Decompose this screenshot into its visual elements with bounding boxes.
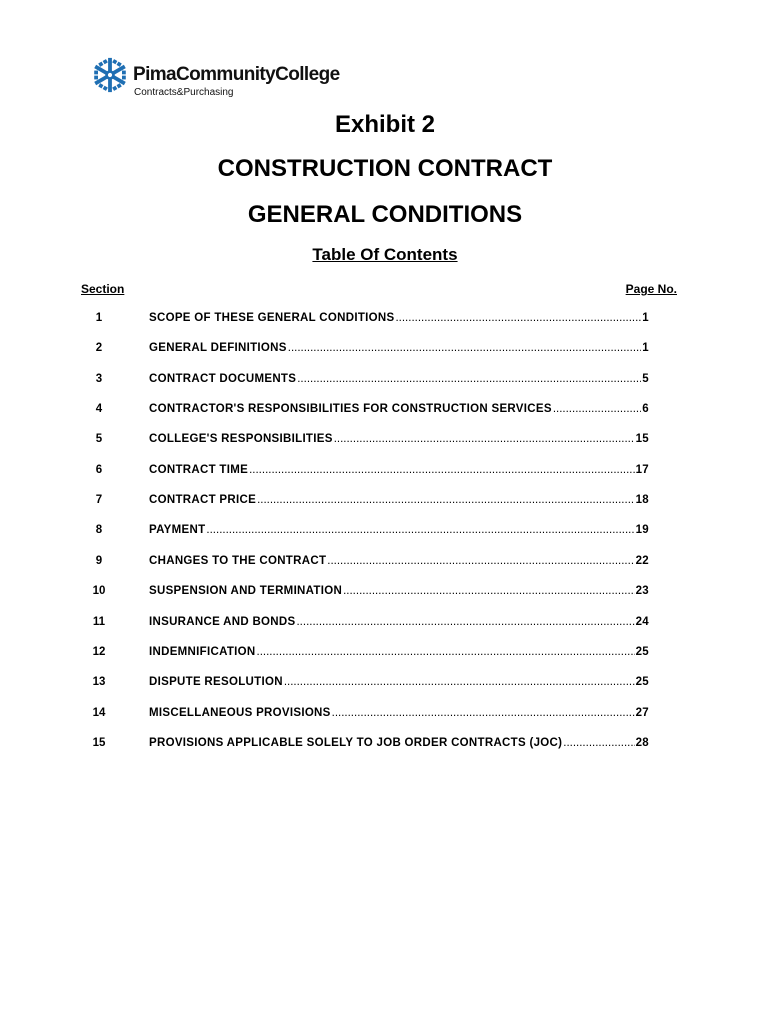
toc-entry-row[interactable] — [0, 676, 770, 692]
toc-page-number: 27 — [635, 707, 649, 719]
toc-entry-row[interactable] — [0, 646, 770, 662]
toc-entry — [149, 616, 649, 628]
toc-section-number: 10 — [92, 585, 106, 597]
toc-section-number: 3 — [95, 373, 103, 385]
toc-page-number: 1 — [642, 342, 649, 354]
toc-section-title: CONTRACT TIME — [149, 464, 249, 476]
toc-entry — [149, 737, 649, 749]
toc-entry — [149, 707, 649, 719]
toc-section-number: 2 — [95, 342, 103, 354]
toc-section-title: COLLEGE'S RESPONSIBILITIES — [149, 433, 333, 445]
toc-section-number: 4 — [95, 403, 103, 415]
document-title-line-1: CONSTRUCTION CONTRACT — [217, 155, 553, 182]
toc-page-number: 15 — [635, 433, 649, 445]
toc-section-number: 6 — [95, 464, 103, 476]
toc-entry-row[interactable] — [0, 342, 770, 358]
toc-dot-leader — [296, 616, 634, 628]
toc-entry — [149, 433, 649, 445]
toc-section-number: 1 — [95, 312, 103, 324]
snowflake-logo-icon — [91, 56, 129, 94]
toc-entry-row[interactable] — [0, 616, 770, 632]
college-logo — [91, 56, 351, 102]
toc-section-number: 11 — [92, 616, 106, 628]
toc-section-title: GENERAL DEFINITIONS — [149, 342, 287, 354]
toc-section-number: 9 — [95, 555, 103, 567]
toc-section-number: 15 — [92, 737, 106, 749]
toc-entry-row[interactable] — [0, 524, 770, 540]
toc-entry-row[interactable] — [0, 737, 770, 753]
toc-section-title: INSURANCE AND BONDS — [149, 616, 296, 628]
toc-section-number: 13 — [92, 676, 106, 688]
toc-section-title: CONTRACT DOCUMENTS — [149, 373, 297, 385]
toc-entry — [149, 494, 649, 506]
toc-entry — [149, 555, 649, 567]
toc-entry-row[interactable] — [0, 464, 770, 480]
toc-page-number: 25 — [635, 646, 649, 658]
toc-dot-leader — [334, 433, 635, 445]
toc-entry — [149, 373, 649, 385]
toc-entry-row[interactable] — [0, 433, 770, 449]
toc-page-number: 18 — [635, 494, 649, 506]
toc-page-number: 25 — [635, 676, 649, 688]
toc-section-number: 5 — [95, 433, 103, 445]
toc-entry-row[interactable] — [0, 403, 770, 419]
section-column-header: Section — [81, 282, 125, 296]
toc-section-title: SUSPENSION AND TERMINATION — [149, 585, 343, 597]
toc-entry — [149, 524, 649, 536]
toc-section-title: PROVISIONS APPLICABLE SOLELY TO JOB ORDER CONTRACTS (JOC) — [149, 737, 563, 749]
toc-section-number: 8 — [95, 524, 103, 536]
document-title-line-2: GENERAL CONDITIONS — [247, 201, 523, 228]
table-of-contents-heading: Table Of Contents — [312, 245, 458, 264]
toc-page-number: 22 — [635, 555, 649, 567]
toc-entry-row[interactable] — [0, 494, 770, 510]
toc-section-number: 7 — [95, 494, 103, 506]
toc-section-title: MISCELLANEOUS PROVISIONS — [149, 707, 331, 719]
toc-entry — [149, 646, 649, 658]
toc-dot-leader — [249, 464, 635, 476]
toc-section-title: SCOPE OF THESE GENERAL CONDITIONS — [149, 312, 395, 324]
toc-section-title: CHANGES TO THE CONTRACT — [149, 555, 327, 567]
toc-section-title: CONTRACT PRICE — [149, 494, 257, 506]
toc-page-number: 6 — [642, 403, 649, 415]
toc-entry — [149, 312, 649, 324]
page-number-column-header: Page No. — [625, 282, 677, 296]
toc-section-number: 14 — [92, 707, 106, 719]
toc-dot-leader — [257, 494, 635, 506]
toc-section-title: INDEMNIFICATION — [149, 646, 256, 658]
toc-entry — [149, 403, 649, 415]
toc-section-number: 12 — [92, 646, 106, 658]
logo-department-name: Contracts&Purchasing — [134, 87, 234, 98]
toc-page-number: 19 — [635, 524, 649, 536]
toc-page-number: 5 — [642, 373, 649, 385]
toc-entry-row[interactable] — [0, 707, 770, 723]
toc-dot-leader — [297, 373, 641, 385]
toc-dot-leader — [395, 312, 641, 324]
exhibit-title: Exhibit 2 — [334, 111, 436, 138]
toc-dot-leader — [284, 676, 635, 688]
toc-entry-row[interactable] — [0, 585, 770, 601]
toc-section-title: CONTRACTOR'S RESPONSIBILITIES FOR CONSTRUCTION SERVICES — [149, 403, 552, 415]
toc-dot-leader — [563, 737, 634, 749]
logo-college-name: PimaCommunityCollege — [133, 64, 340, 85]
toc-entry — [149, 676, 649, 688]
toc-dot-leader — [553, 403, 641, 415]
toc-section-title: PAYMENT — [149, 524, 206, 536]
toc-entry — [149, 585, 649, 597]
toc-dot-leader — [332, 707, 635, 719]
toc-entry — [149, 464, 649, 476]
toc-dot-leader — [327, 555, 634, 567]
toc-page-number: 24 — [635, 616, 649, 628]
toc-dot-leader — [257, 646, 635, 658]
toc-entry-row[interactable] — [0, 373, 770, 389]
toc-dot-leader — [343, 585, 635, 597]
toc-entry-row[interactable] — [0, 555, 770, 571]
toc-page-number: 1 — [642, 312, 649, 324]
toc-dot-leader — [206, 524, 634, 536]
toc-section-title: DISPUTE RESOLUTION — [149, 676, 283, 688]
toc-page-number: 28 — [635, 737, 649, 749]
toc-entry — [149, 342, 649, 354]
toc-dot-leader — [288, 342, 642, 354]
toc-entry-row[interactable] — [0, 312, 770, 328]
toc-page-number: 17 — [635, 464, 649, 476]
toc-page-number: 23 — [635, 585, 649, 597]
